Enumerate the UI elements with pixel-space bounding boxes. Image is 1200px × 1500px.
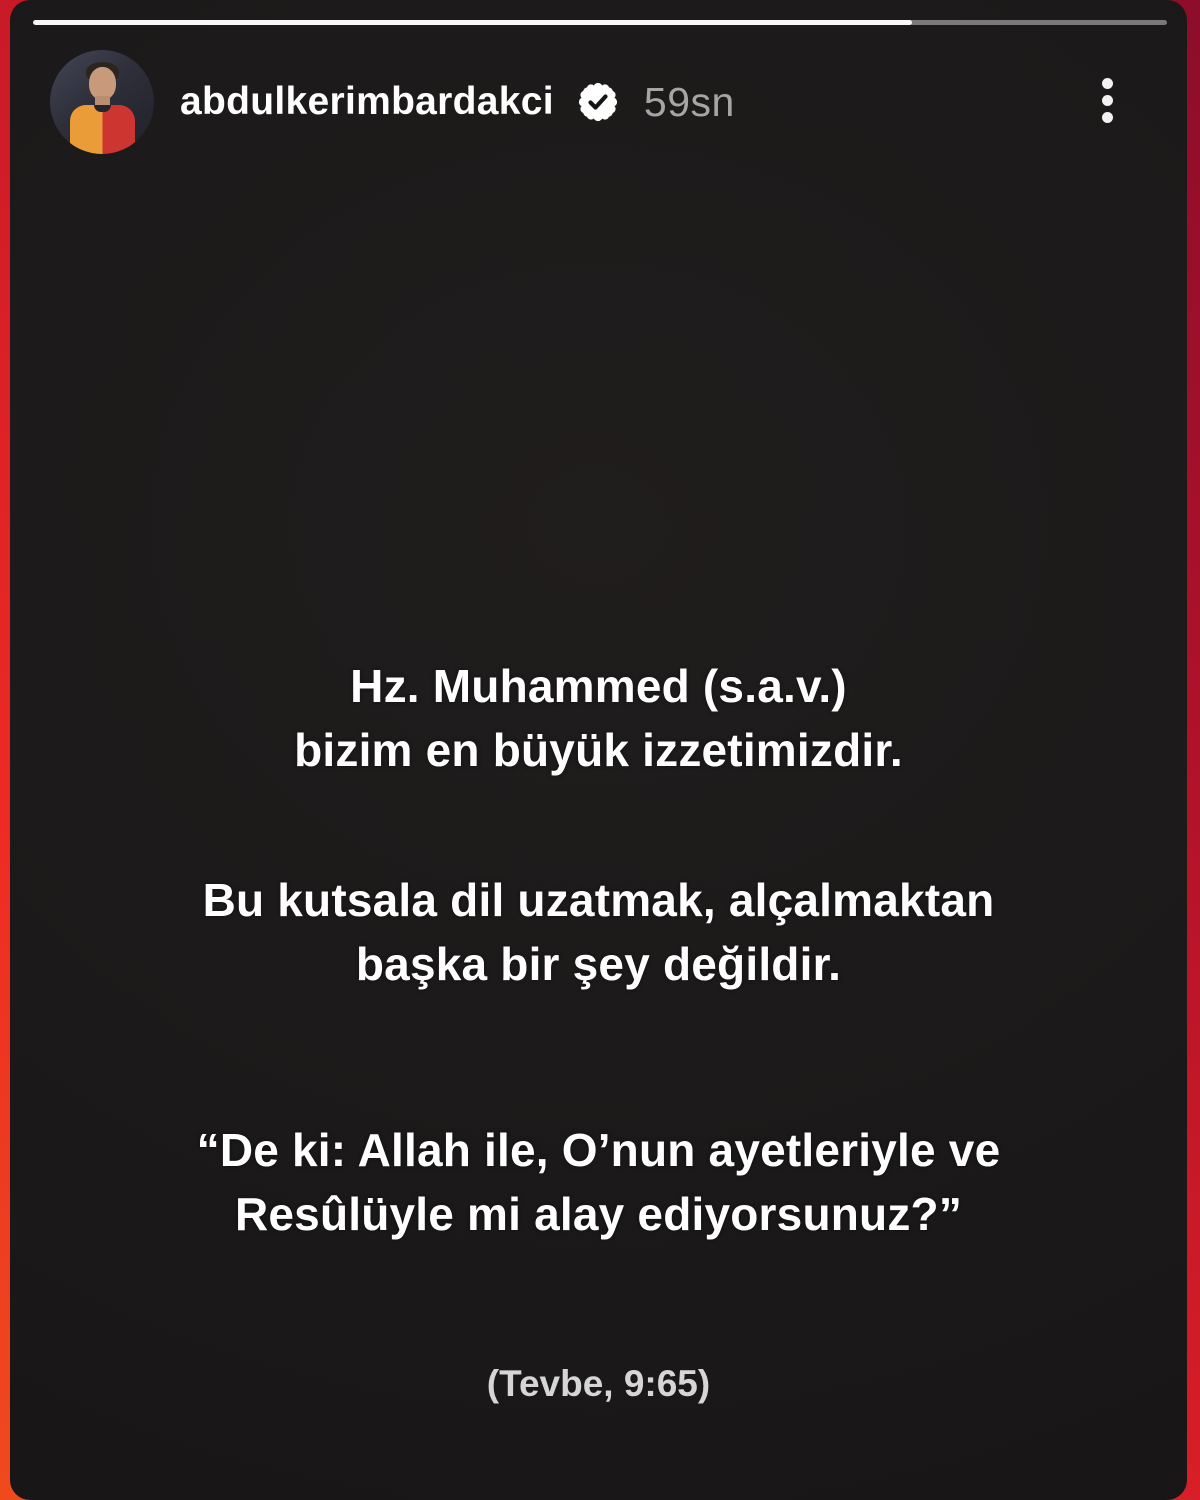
more-options-button[interactable] bbox=[1098, 74, 1117, 127]
story-progress-bar bbox=[33, 20, 1167, 25]
text-line: Resûlüyle mi alay ediyorsunuz?” bbox=[234, 1188, 963, 1240]
kebab-dot bbox=[1102, 112, 1113, 123]
text-line: “De ki: Allah ile, O’nun ayetleriyle ve bbox=[196, 1124, 1001, 1176]
text-line: bizim en büyük izzetimizdir. bbox=[294, 724, 903, 776]
text-line: başka bir şey değildir. bbox=[355, 938, 842, 990]
verified-badge-icon bbox=[578, 82, 618, 122]
story-text-block-1 bbox=[10, 654, 1187, 782]
verse-citation: (Tevbe, 9:65) bbox=[486, 1363, 711, 1404]
kebab-dot bbox=[1102, 78, 1113, 89]
story-text-block-3 bbox=[10, 1118, 1187, 1246]
story-card[interactable] bbox=[10, 0, 1187, 1500]
username-link[interactable]: abdulkerimbardakci bbox=[180, 80, 554, 123]
story-timestamp: 59sn bbox=[643, 78, 735, 125]
avatar-player-jersey bbox=[70, 105, 135, 154]
story-header bbox=[50, 50, 1147, 154]
text-line: Hz. Muhammed (s.a.v.) bbox=[350, 660, 847, 712]
kebab-dot bbox=[1102, 95, 1113, 106]
avatar[interactable] bbox=[50, 50, 154, 154]
progress-fill bbox=[33, 20, 912, 25]
story-text-block-2 bbox=[10, 868, 1187, 996]
text-line: Bu kutsala dil uzatmak, alçalmaktan bbox=[202, 874, 995, 926]
